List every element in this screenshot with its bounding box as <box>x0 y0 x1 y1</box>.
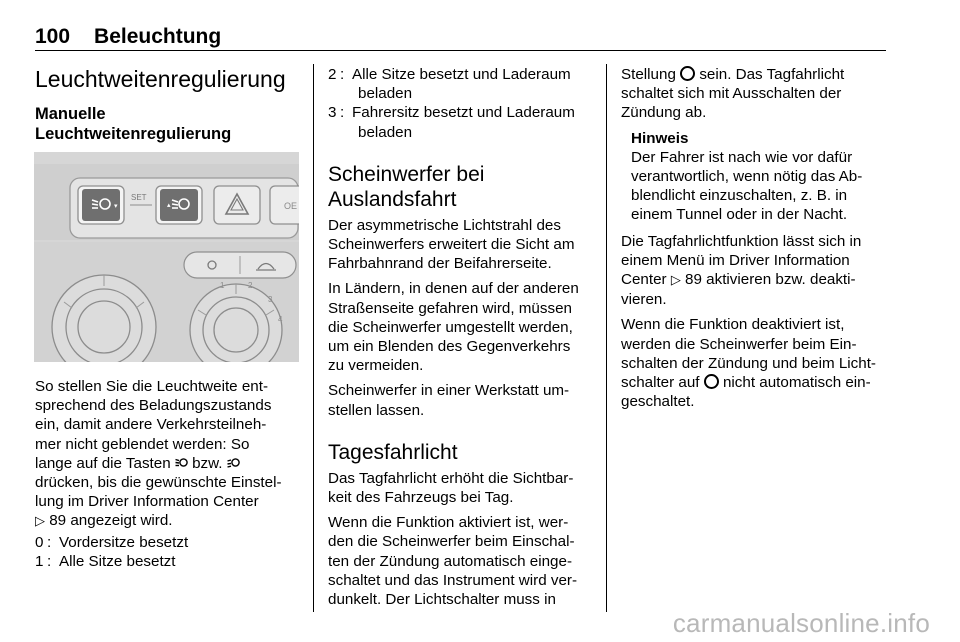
note-box <box>621 129 889 225</box>
para-line: drücken, bis die gewünschte Einstel- <box>35 474 282 492</box>
para-line: um ein Blenden des Gegenverkehrs <box>328 338 571 356</box>
heading-daytime-lights: Tagesfahrlicht <box>328 440 458 464</box>
para-line: Wenn die Funktion deaktiviert ist, <box>621 316 845 334</box>
para-line <box>35 454 303 473</box>
para-text: nicht automatisch ein- <box>718 374 871 392</box>
heading-line: Scheinwerfer bei <box>328 162 485 186</box>
xref-arrow-icon: ▷ <box>35 514 45 530</box>
para-line: In Ländern, in denen auf der anderen <box>328 280 579 298</box>
para-line: schaltet sich mit Ausschalten der <box>621 85 842 103</box>
fan-level-4: 4 <box>278 315 283 324</box>
fan-level-1: 1 <box>220 281 225 290</box>
para-line <box>621 373 889 392</box>
light-switch-off-icon <box>704 374 719 389</box>
column-3 <box>621 65 889 411</box>
list-text: Vordersitze besetzt <box>59 533 189 551</box>
para-line: Scheinwerfers erweitert die Sicht am <box>328 236 575 254</box>
para-text: aktivieren bzw. deakti- <box>701 271 856 289</box>
daytime-para-2 <box>328 513 596 609</box>
para-text: Stellung <box>621 66 681 83</box>
para-line: einem Menü im Driver Information <box>621 251 850 269</box>
page-number: 100 <box>35 25 71 48</box>
para-text: Center <box>621 271 671 289</box>
list-colon: : <box>340 104 345 122</box>
list-text: Alle Sitze besetzt <box>59 552 176 570</box>
note-line: blendlicht einzuschalten, z. B. in <box>631 187 848 205</box>
subsection-title-line-2: Leuchtweitenregulierung <box>35 125 232 143</box>
para-line: zu vermeiden. <box>328 357 424 375</box>
abroad-para-3 <box>328 381 596 419</box>
para-line: Straßenseite gefahren wird, müssen <box>328 299 572 317</box>
down-arrow-glyph: ▾ <box>114 202 118 210</box>
para-line: schaltet und das Instrument wird ver- <box>328 571 578 589</box>
list-num: 1 <box>35 552 44 570</box>
list-colon: : <box>47 533 52 551</box>
para-line: dunkelt. Der Lichtschalter muss in <box>328 591 556 609</box>
subsection-title-line-1: Manuelle <box>35 105 106 123</box>
para-text: lange auf die Tasten <box>35 454 175 472</box>
para-line: geschaltet. <box>621 393 695 411</box>
xref-arrow-icon: ▷ <box>670 273 681 289</box>
note-line: Der Fahrer ist nach wie vor dafür <box>631 148 853 166</box>
watermark: carmanualsonline.info <box>672 608 930 638</box>
seat-load-list <box>35 533 303 571</box>
list-item <box>328 65 596 103</box>
list-num: 3 <box>328 104 337 122</box>
note-line: verantwortlich, wenn nötig das Ab- <box>631 168 863 186</box>
xref-page[interactable]: 89 <box>685 271 702 289</box>
column-divider-2 <box>606 64 607 612</box>
oe-label: OE <box>284 201 298 211</box>
para-line: den die Scheinwerfer beim Einschal- <box>328 533 575 551</box>
dashboard-illustration <box>34 152 299 362</box>
list-colon: : <box>340 66 345 83</box>
daytime-para-4 <box>621 232 889 310</box>
para-text: angezeigt wird. <box>66 512 173 530</box>
daytime-para-1 <box>328 469 596 507</box>
list-text: beladen <box>358 123 413 141</box>
header-rule <box>35 50 886 51</box>
para-line <box>621 65 889 84</box>
para-line: Das Tagfahrlicht erhöht die Sichtbar- <box>328 469 574 487</box>
para-text: bzw. <box>187 454 227 472</box>
list-num: 2 <box>328 66 337 83</box>
para-line: die Scheinwerfer umgestellt werden, <box>328 318 573 336</box>
para-line: sprechend des Beladungszustands <box>35 397 272 415</box>
list-item <box>35 552 303 571</box>
para-line <box>621 270 889 290</box>
headlight-down-icon <box>175 456 188 469</box>
note-title: Hinweis <box>631 129 689 147</box>
leveling-instructions <box>35 377 303 571</box>
section-title: Leuchtweitenregulierung <box>35 66 286 92</box>
para-line: werden die Scheinwerfer beim Ein- <box>621 335 857 353</box>
para-line: ten der Zündung automatisch einge- <box>328 552 573 570</box>
xref-page[interactable]: 89 <box>49 512 67 530</box>
column-divider-1 <box>313 64 314 612</box>
set-label: SET <box>131 193 147 202</box>
para-line: vieren. <box>621 291 667 309</box>
fan-level-3: 3 <box>268 295 273 304</box>
page-header <box>35 25 221 51</box>
para-line: Die Tagfahrlichtfunktion lässt sich in <box>621 232 862 250</box>
para-line: lung im Driver Information Center <box>35 493 259 511</box>
abroad-para-1 <box>328 216 596 274</box>
list-text: Alle Sitze besetzt und Laderaum <box>352 66 571 83</box>
list-text: beladen <box>358 85 413 103</box>
para-line: ein, damit andere Verkehrsteilneh- <box>35 416 267 434</box>
note-line: einem Tunnel oder in der Nacht. <box>631 206 848 224</box>
daytime-para-5 <box>621 315 889 411</box>
para-line <box>35 511 303 531</box>
abroad-para-2 <box>328 279 596 375</box>
chapter-title: Beleuchtung <box>94 25 222 48</box>
list-colon: : <box>47 552 52 570</box>
para-line: Scheinwerfer in einer Werkstatt um- <box>328 382 570 400</box>
list-item <box>35 533 303 552</box>
heading-abroad <box>328 162 596 212</box>
list-text: Fahrersitz besetzt und Laderaum <box>352 104 575 122</box>
headlight-up-icon <box>227 456 240 469</box>
light-switch-off-icon <box>680 66 695 81</box>
para-line: mer nicht geblendet werden: So <box>35 435 250 453</box>
seat-load-list-continued <box>328 65 596 142</box>
list-num: 0 <box>35 533 44 551</box>
list-item <box>328 103 596 141</box>
heading-line: Auslandsfahrt <box>328 187 457 211</box>
para-line: schalten der Zündung und beim Licht- <box>621 354 876 372</box>
fan-level-2: 2 <box>248 281 253 290</box>
up-arrow-glyph: ▴ <box>167 201 171 209</box>
para-text: schalter auf <box>621 374 704 392</box>
dashboard-switch-panel-image <box>34 152 299 362</box>
para-line: Fahrbahnrand der Beifahrerseite. <box>328 255 552 273</box>
para-text: sein. Das Tagfahrlicht <box>695 66 845 83</box>
para-line: So stellen Sie die Leuchtweite ent- <box>35 378 269 395</box>
para-line: keit des Fahrzeugs bei Tag. <box>328 489 514 507</box>
daytime-para-3 <box>621 65 889 123</box>
para-line: Der asymmetrische Lichtstrahl des <box>328 216 561 234</box>
para-line: Zündung ab. <box>621 104 707 122</box>
para-line: Wenn die Funktion aktiviert ist, wer- <box>328 514 569 532</box>
para-line: stellen lassen. <box>328 401 425 419</box>
column-2 <box>328 65 596 609</box>
